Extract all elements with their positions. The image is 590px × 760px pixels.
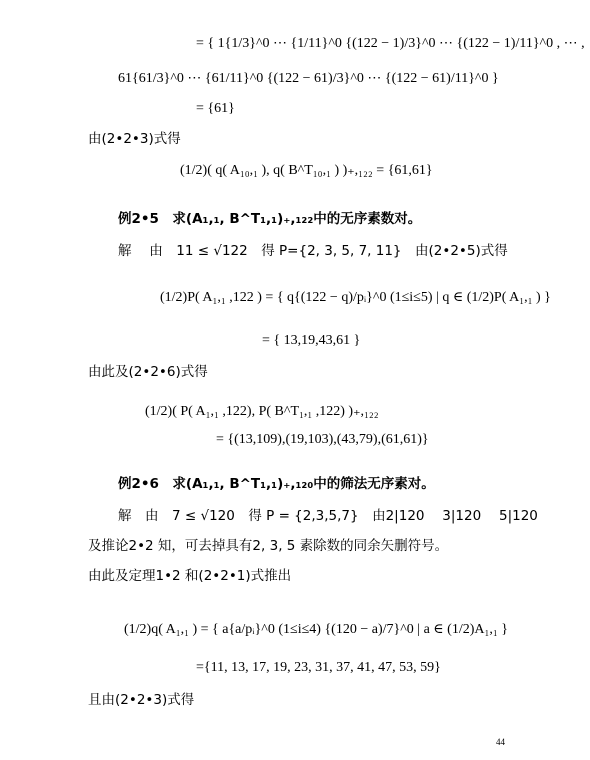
text-line-5: 且由(2•2•3)式得 [88,692,195,708]
page-number: 44 [496,737,505,747]
example-heading-2-5: 例2•5 求(A₁,₁, B^T₁,₁)₊,₁₂₂中的无序素数对。 [118,211,422,227]
text-line-3: 及推论2•2 知，可去掉具有2, 3, 5 素除数的同余矢删符号。 [88,538,449,554]
equation-line-2: 61{61/3}^0 ⋯ {61/11}^0 {(122 − 61)/3}^0 ⋯ {(122 − 61)/11}^0 } [118,71,499,86]
equation-line-3: = {61} [196,101,235,116]
equation-line-8: = {(13,109),(19,103),(43,79),(61,61)} [216,432,429,447]
text-line-1: 由(2•2•3)式得 [88,131,181,147]
text-line-2: 由此及(2•2•6)式得 [88,364,208,380]
equation-line-9: (1/2)q( A₁,₁ ) = { a{a/pᵢ}^0 (1≤i≤4) {(120 − a)/7}^0 | a ∈ (1/2)A₁,₁ } [124,622,508,637]
equation-line-1: = { 1{1/3}^0 ⋯ {1/11}^0 {(122 − 1)/3}^0 ⋯ {(122 − 1)/11}^0 , ⋯ , [196,36,585,51]
equation-line-4: (1/2)( q( A₁₀,₁ ), q( B^T₁₀,₁ ) )₊,₁₂₂ = {61,61} [180,163,433,178]
equation-line-10: ={11, 13, 17, 19, 23, 31, 37, 41, 47, 53, 59} [196,660,441,675]
equation-line-5: (1/2)P( A₁,₁ ,122 ) = { q{(122 − q)/pᵢ}^0 (1≤i≤5) | q ∈ (1/2)P( A₁,₁ ) } [160,290,551,305]
equation-line-7: (1/2)( P( A₁,₁ ,122), P( B^T₁,₁ ,122) )₊,₁₂₂ [145,404,379,419]
solution-line-1: 解 由 11 ≤ √122 得 P={2, 3, 5, 7, 11} 由(2•2•5)式得 [118,243,508,259]
example-heading-2-6: 例2•6 求(A₁,₁, B^T₁,₁)₊,₁₂₀中的筛法无序素对。 [118,476,435,492]
text-line-4: 由此及定理1•2 和(2•2•1)式推出 [88,568,292,584]
equation-line-6: = { 13,19,43,61 } [262,333,361,348]
solution-line-2: 解 由 7 ≤ √120 得 P = {2,3,5,7} 由2|120 3|120 5|120 [118,508,538,524]
